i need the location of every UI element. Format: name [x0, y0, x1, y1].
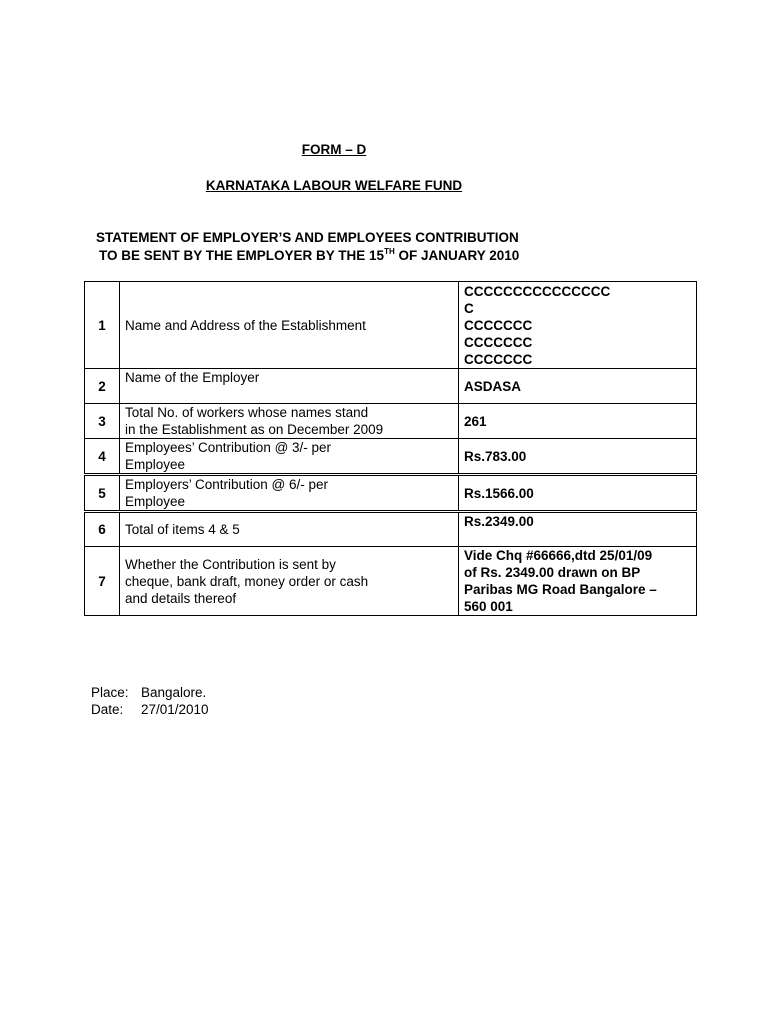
label-line: Employees’ Contribution @ 3/- per: [125, 440, 332, 455]
value-line: CCCCCCC: [464, 351, 533, 367]
place-label: Place:: [91, 685, 129, 700]
row-number: 6: [85, 512, 120, 547]
row-value: [459, 282, 697, 369]
label-line: Employee: [125, 494, 186, 509]
row-label: Total of items 4 & 5: [120, 512, 459, 547]
statement-line-2-superscript: TH: [384, 247, 395, 256]
place-line: [91, 684, 209, 701]
value-line: C: [464, 300, 474, 316]
value-line: CCCCCCCCCCCCCCC: [464, 283, 611, 299]
date-value: 27/01/2010: [141, 702, 209, 717]
row-label: [120, 439, 459, 475]
row-label: Name and Address of the Establishment: [120, 282, 459, 369]
row-label: [120, 547, 459, 616]
row-value: Rs.783.00: [459, 439, 697, 475]
statement-line-2: [96, 247, 519, 265]
label-line: Whether the Contribution is sent by: [125, 556, 336, 572]
date-line: [91, 701, 209, 718]
contribution-table: [84, 281, 697, 616]
row-number: 4: [85, 439, 120, 475]
label-line: and details thereof: [125, 590, 237, 606]
statement-line-1: STATEMENT OF EMPLOYER’S AND EMPLOYEES CONTRIBUTION: [96, 230, 519, 245]
table-row: [85, 547, 697, 616]
value-line: CCCCCCC: [464, 334, 533, 350]
label-line: Employee: [125, 457, 186, 472]
table-row: [85, 439, 697, 475]
value-line: of Rs. 2349.00 drawn on BP: [464, 565, 641, 580]
row-number: 2: [85, 369, 120, 404]
row-value: [459, 547, 697, 616]
fund-title: KARNATAKA LABOUR WELFARE FUND: [205, 178, 463, 193]
label-line: Total No. of workers whose names stand: [125, 405, 369, 420]
value-line: 560 001: [464, 599, 513, 614]
row-number: 3: [85, 404, 120, 439]
statement-line-2-suffix: OF JANUARY 2010: [394, 248, 520, 263]
value-line: Paribas MG Road Bangalore –: [464, 582, 657, 597]
form-title: FORM – D: [301, 142, 367, 157]
row-number: 5: [85, 475, 120, 512]
row-number: 7: [85, 547, 120, 616]
row-label: [120, 404, 459, 439]
row-number: 1: [85, 282, 120, 369]
table-row: [85, 369, 697, 404]
label-line: cheque, bank draft, money order or cash: [125, 573, 369, 589]
statement-line-2-prefix: TO BE SENT BY THE EMPLOYER BY THE 15: [99, 248, 385, 263]
row-label: [120, 475, 459, 512]
row-value: Rs.2349.00: [459, 512, 697, 547]
date-label: Date:: [91, 702, 124, 717]
value-line: CCCCCCC: [464, 317, 533, 333]
value-line: Vide Chq #66666,dtd 25/01/09: [464, 548, 653, 563]
place-value: Bangalore.: [141, 685, 207, 700]
table-row: [85, 512, 697, 547]
footer: [91, 684, 209, 718]
row-value: ASDASA: [459, 369, 697, 404]
row-value: 261: [459, 404, 697, 439]
table-row: [85, 404, 697, 439]
table-row: [85, 282, 697, 369]
statement-heading: [96, 229, 519, 265]
row-value: Rs.1566.00: [459, 475, 697, 512]
label-line: in the Establishment as on December 2009: [125, 422, 384, 437]
row-label: Name of the Employer: [120, 369, 459, 404]
table-row: [85, 475, 697, 512]
label-line: Employers’ Contribution @ 6/- per: [125, 477, 329, 492]
